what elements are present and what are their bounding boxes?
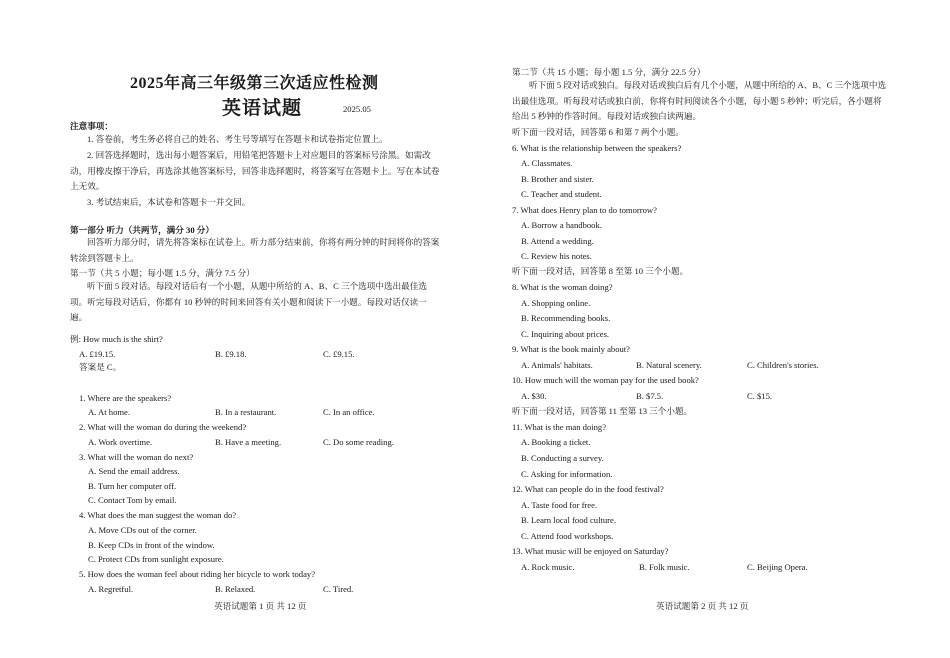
section1-desc: 听下面 5 段对话。每段对话后有一个小题，从题中所给的 A、B、C 三个选项中选出最佳选项。听完每段对话后，你都有 10 秒钟的时间来回答有关小题和阅读下一小题。每段对话仅读一遍。 bbox=[70, 281, 427, 322]
example-question: 例: How much is the shirt? bbox=[70, 334, 163, 344]
exam-title: 2025年高三年级第三次适应性检测 bbox=[130, 75, 379, 92]
q6-option-b: B. Brother and sister. bbox=[521, 174, 594, 184]
section2-heading: 第二节（共 15 小题；每小题 1.5 分，满分 22.5 分） bbox=[512, 67, 706, 77]
section1-heading: 第一节（共 5 小题；每小题 1.5 分，满分 7.5 分） bbox=[70, 268, 255, 278]
intro-8-10: 听下面一段对话，回答第 8 至第 10 三个小题。 bbox=[512, 266, 689, 276]
q4-option-a: A. Move CDs out of the corner. bbox=[88, 525, 197, 535]
page-footer-right: 英语试题第 2 页 共 12 页 bbox=[656, 601, 749, 611]
q8-option-c: C. Inquiring about prices. bbox=[521, 329, 610, 339]
q1-option-a: A. At home. bbox=[88, 407, 131, 417]
q13-option-a: A. Rock music. bbox=[521, 562, 575, 572]
q4-option-c: C. Protect CDs from sunlight exposure. bbox=[88, 554, 224, 564]
intro-6-7: 听下面一段对话，回答第 6 和第 7 两个小题。 bbox=[512, 127, 684, 137]
q4-option-b: B. Keep CDs in front of the window. bbox=[88, 540, 215, 550]
q10-option-c: C. $15. bbox=[747, 391, 773, 401]
question-5: 5. How does the woman feel about riding her bicycle to work today? bbox=[79, 569, 316, 579]
question-4: 4. What does the man suggest the woman do? bbox=[79, 510, 237, 520]
q7-option-b: B. Attend a wedding. bbox=[521, 236, 594, 246]
question-10: 10. How much will the woman pay for the used book? bbox=[512, 375, 699, 385]
notice-heading: 注意事项： bbox=[70, 121, 113, 131]
question-8: 8. What is the woman doing? bbox=[512, 282, 613, 292]
q7-option-a: A. Borrow a handbook. bbox=[521, 220, 602, 230]
q9-option-a: A. Animals' habitats. bbox=[521, 360, 593, 370]
q11-option-c: C. Asking for information. bbox=[521, 469, 613, 479]
part1-heading: 第一部分 听力（共两节，满分 30 分） bbox=[70, 225, 214, 235]
question-2: 2. What will the woman do during the weekend? bbox=[79, 422, 247, 432]
question-3: 3. What will the woman do next? bbox=[79, 452, 194, 462]
q12-option-a: A. Taste food for free. bbox=[521, 500, 598, 510]
q11-option-b: B. Conducting a survey. bbox=[521, 453, 604, 463]
question-6: 6. What is the relationship between the speakers? bbox=[512, 143, 682, 153]
question-9: 9. What is the book mainly about? bbox=[512, 344, 630, 354]
q3-option-c: C. Contact Tom by email. bbox=[88, 495, 177, 505]
page-footer-left: 英语试题第 1 页 共 12 页 bbox=[214, 601, 307, 611]
notice-2: 2. 回答选择题时，选出每小题答案后，用铅笔把答题卡上对应题目的答案标号涂黑。如需改动，用橡皮擦干净后，再选涂其他答案标号，回答非选择题时，将答案写在答题卡上。写在本试卷上无效。 bbox=[70, 150, 440, 191]
example-answer: 答案是 C。 bbox=[79, 362, 122, 372]
q10-option-a: A. $30. bbox=[521, 391, 547, 401]
q9-option-c: C. Children's stories. bbox=[747, 360, 819, 370]
q11-option-a: A. Booking a ticket. bbox=[521, 437, 591, 447]
question-11: 11. What is the man doing? bbox=[512, 422, 607, 432]
q12-option-c: C. Attend food workshops. bbox=[521, 531, 614, 541]
q2-option-b: B. Have a meeting. bbox=[215, 437, 282, 447]
q9-option-b: B. Natural scenery. bbox=[636, 360, 702, 370]
example-option-a: A. £19.15. bbox=[79, 349, 116, 359]
q1-option-b: B. In a restaurant. bbox=[215, 407, 277, 417]
intro-11-13: 听下面一段对话，回答第 11 至第 13 三个小题。 bbox=[512, 406, 693, 416]
part1-desc: 回答听力部分时，请先将答案标在试卷上。听力部分结束前，你将有两分钟的时间将你的答案转涂到答题卡上。 bbox=[70, 237, 440, 263]
q3-option-b: B. Turn her computer off. bbox=[88, 481, 177, 491]
q2-option-c: C. Do some reading. bbox=[323, 437, 394, 447]
q6-option-a: A. Classmates. bbox=[521, 158, 573, 168]
exam-date: 2025.05 bbox=[343, 104, 371, 114]
question-13: 13. What music will be enjoyed on Saturday? bbox=[512, 546, 669, 556]
section2-desc: 听下面 5 段对话或独白。每段对话或独白后有几个小题，从题中所给的 A、B、C 三个选项中选出最佳选项。听每段对话或独白前，你将有时间阅读各个小题，每小题 5 秒钟；听完后，各小题将给出 5 秒钟的作答时间。每段对话或独白读两遍。 bbox=[512, 80, 887, 121]
example-option-c: C. £9.15. bbox=[323, 349, 355, 359]
q12-option-b: B. Learn local food culture. bbox=[521, 515, 616, 525]
exam-subtitle: 英语试题 bbox=[222, 98, 303, 119]
notice-3: 3. 考试结束后，本试卷和答题卡一并交回。 bbox=[87, 197, 251, 207]
question-12: 12. What can people do in the food festival? bbox=[512, 484, 664, 494]
q13-option-c: C. Beijing Opera. bbox=[747, 562, 808, 572]
q8-option-a: A. Shopping online. bbox=[521, 298, 591, 308]
q5-option-a: A. Regretful. bbox=[88, 584, 134, 594]
question-1: 1. Where are the speakers? bbox=[79, 393, 172, 403]
q5-option-c: C. Tired. bbox=[323, 584, 354, 594]
q8-option-b: B. Recommending books. bbox=[521, 313, 611, 323]
q7-option-c: C. Review his notes. bbox=[521, 251, 592, 261]
q6-option-c: C. Teacher and student. bbox=[521, 189, 602, 199]
notice-1: 1. 答卷前，考生务必将自己的姓名、考生号等填写在答题卡和试卷指定位置上。 bbox=[87, 134, 388, 144]
q10-option-b: B. $7.5. bbox=[636, 391, 664, 401]
q3-option-a: A. Send the email address. bbox=[88, 466, 180, 476]
question-7: 7. What does Henry plan to do tomorrow? bbox=[512, 205, 657, 215]
q5-option-b: B. Relaxed. bbox=[215, 584, 256, 594]
q13-option-b: B. Folk music. bbox=[639, 562, 690, 572]
example-option-b: B. £9.18. bbox=[215, 349, 247, 359]
q1-option-c: C. In an office. bbox=[323, 407, 375, 417]
q2-option-a: A. Work overtime. bbox=[88, 437, 153, 447]
